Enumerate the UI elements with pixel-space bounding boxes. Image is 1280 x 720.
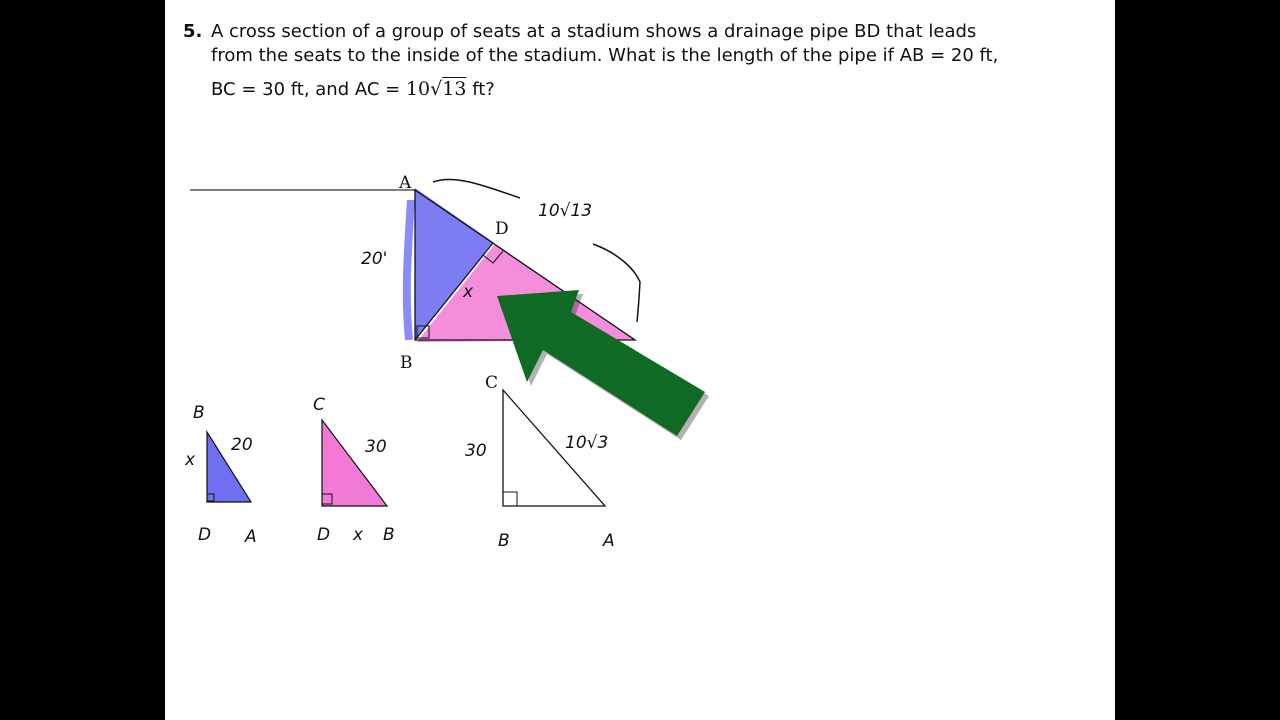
blue-label-br: A [245, 527, 257, 547]
label-ac: 10√13 [538, 201, 593, 221]
label-x: x [463, 282, 474, 302]
large-label-leg: 30 [465, 441, 487, 461]
line-3-prefix: BC = 30 ft, and AC = [211, 79, 401, 100]
pink-label-bl: D [317, 525, 331, 545]
brace-right [593, 244, 640, 322]
large-right-angle [503, 492, 517, 506]
pink-triangle [322, 420, 387, 506]
ac-radicand: 13 [442, 78, 467, 100]
worksheet-page [165, 0, 1115, 720]
problem-number: 5. [183, 21, 203, 42]
brace-top [433, 179, 520, 198]
line-3-suffix: ft? [472, 79, 495, 100]
geometry-figure [165, 0, 1115, 720]
blue-highlight-stroke [407, 200, 411, 340]
blue-label-hyp: 20 [231, 435, 253, 455]
blue-label-leg: x [185, 450, 196, 470]
problem-line-1: A cross section of a group of seats at a stadium shows a drainage pipe BD that leads [211, 21, 977, 42]
pointer-arrow-icon [497, 290, 709, 440]
problem-line-2: from the seats to the inside of the stadium. What is the length of the pipe if AB = 20 ft, [211, 45, 999, 66]
pink-label-br: B [383, 525, 395, 545]
blue-label-bl: D [198, 525, 212, 545]
pink-label-hyp: 30 [365, 437, 387, 457]
label-c-main: C [485, 373, 499, 393]
large-label-hyp: 10√3 [565, 433, 609, 453]
pink-label-mid: x [353, 525, 364, 545]
ac-value: 10√13 [405, 78, 467, 100]
large-label-br: A [603, 531, 615, 551]
label-ab-20: 20' [361, 249, 388, 269]
label-d: D [495, 219, 509, 239]
label-b: B [400, 353, 413, 373]
blue-label-top: B [193, 403, 205, 423]
large-label-bl: B [498, 531, 510, 551]
ac-coefficient: 10 [405, 78, 431, 100]
label-a: A [399, 173, 412, 193]
pink-label-top: C [313, 395, 325, 415]
